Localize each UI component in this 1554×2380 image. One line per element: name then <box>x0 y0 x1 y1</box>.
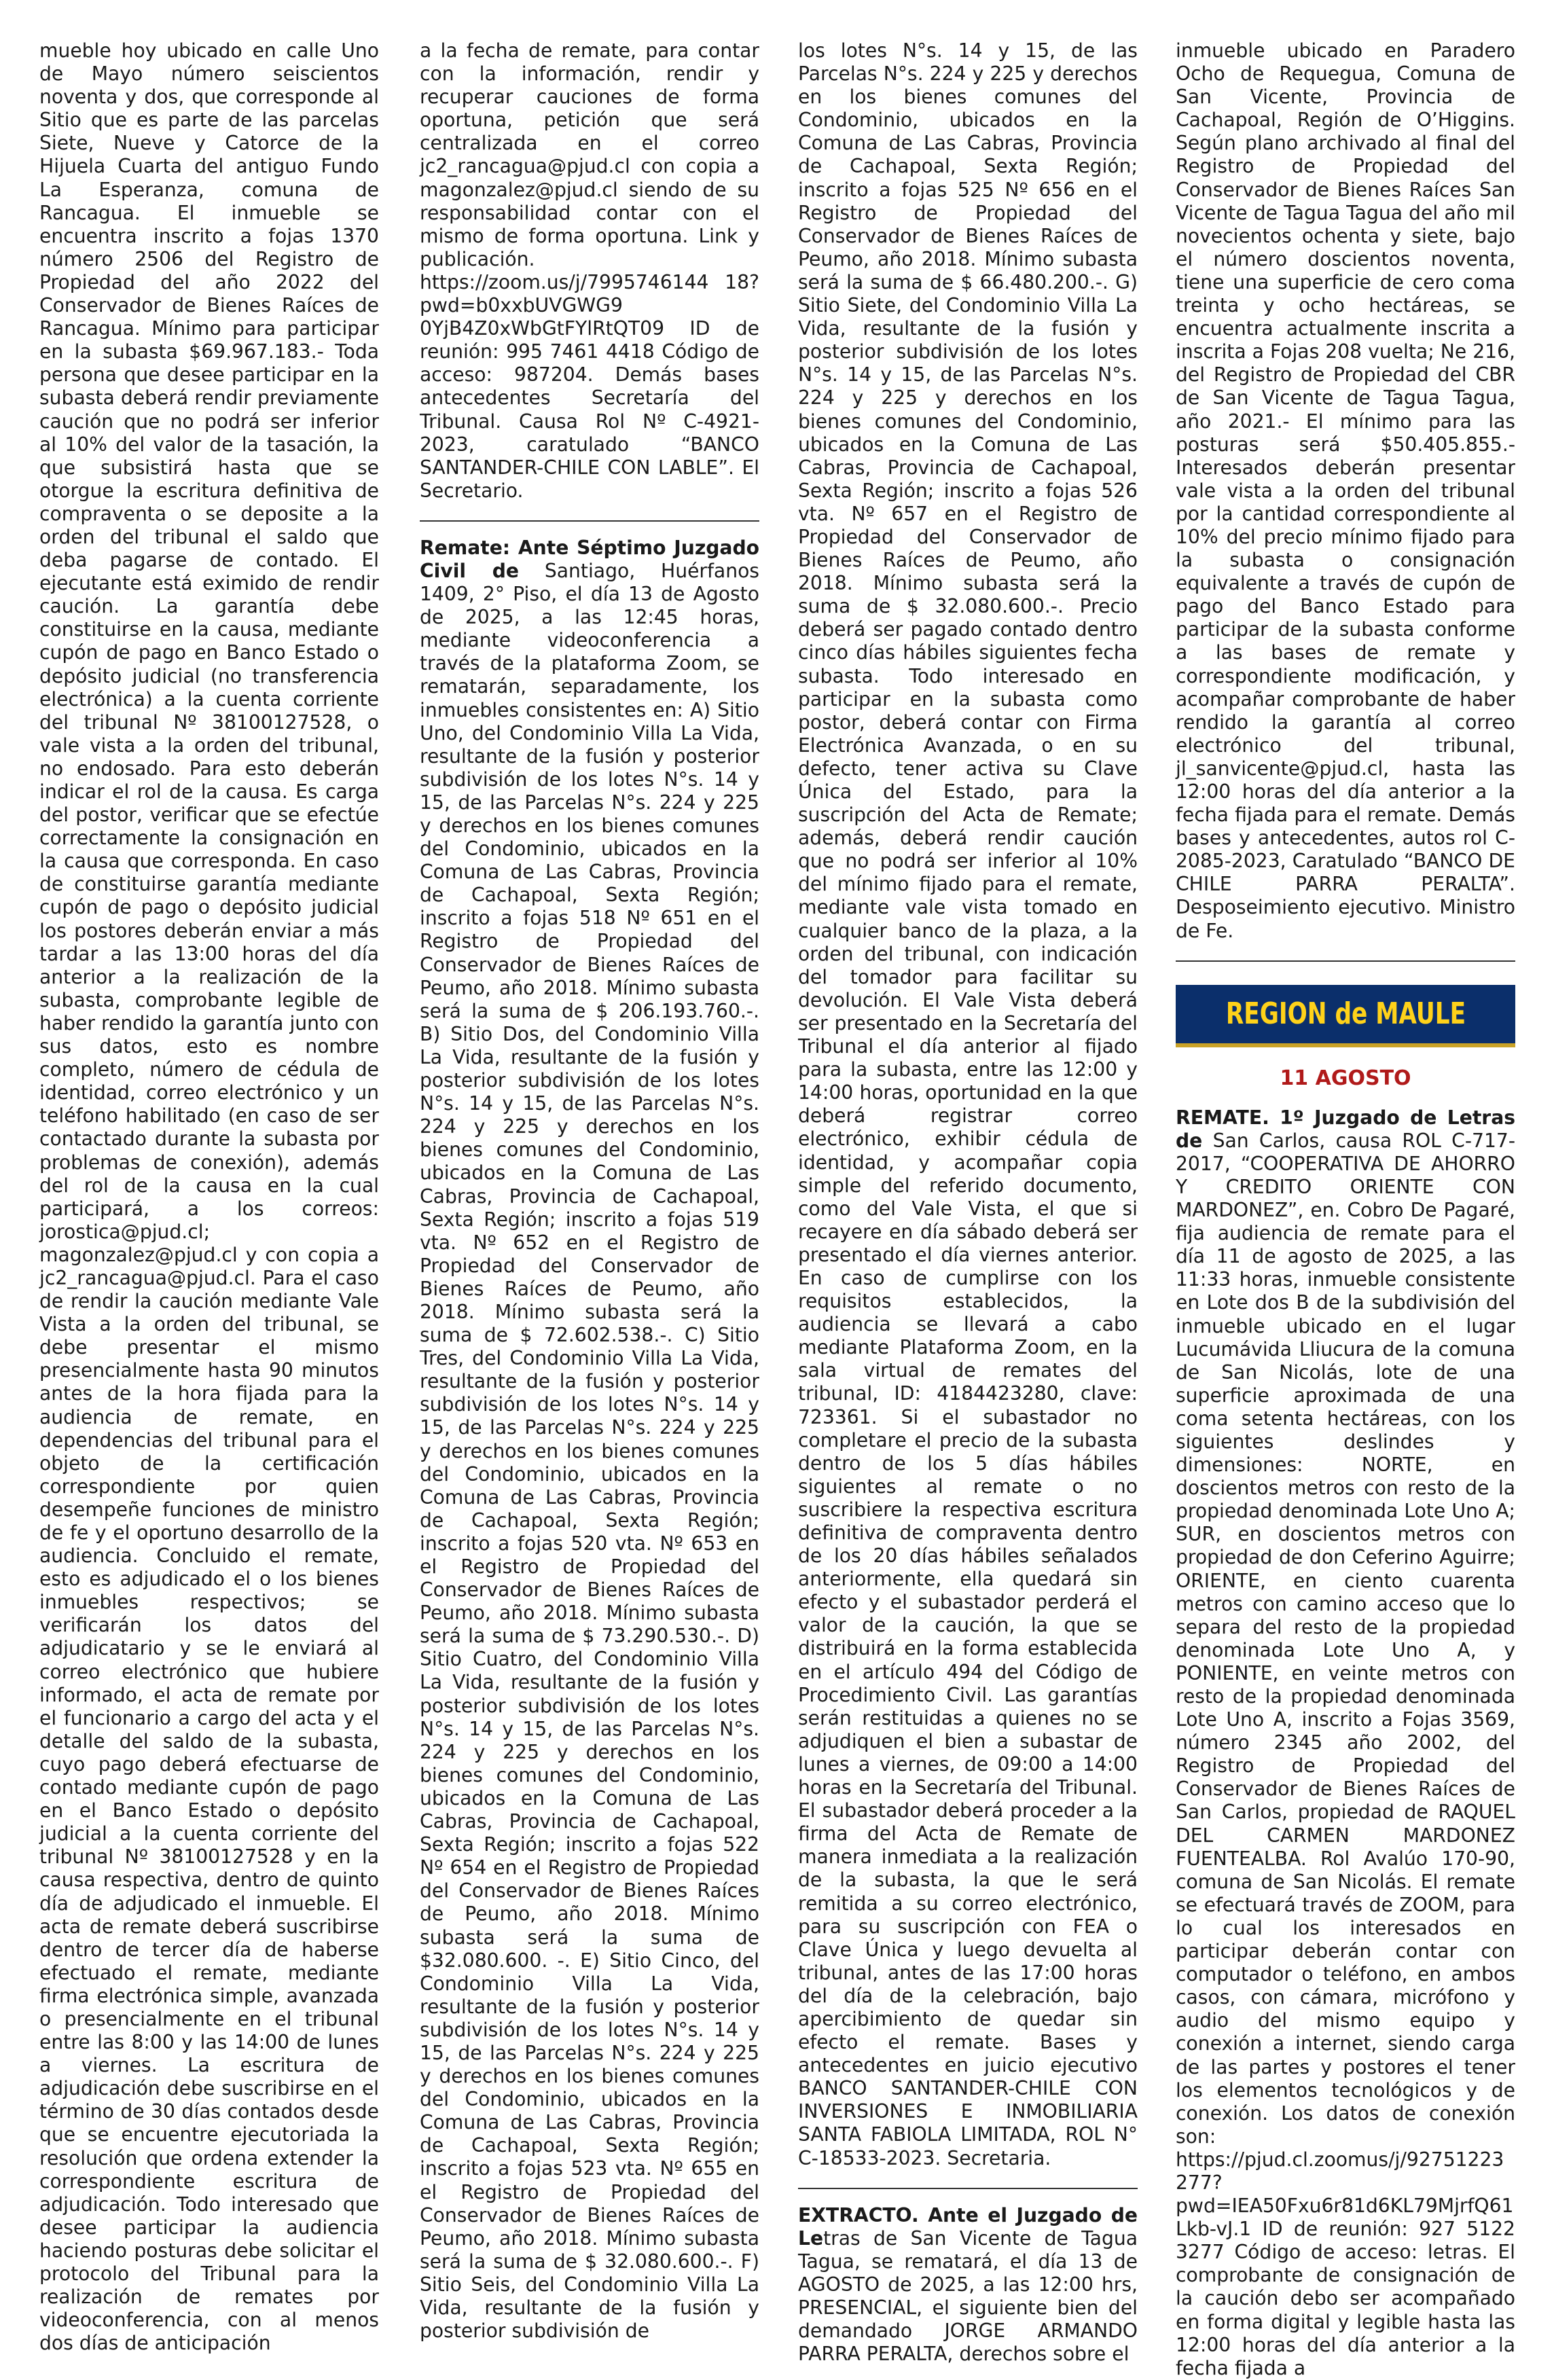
notice-text: mueble hoy ubicado en calle Uno de Mayo número seiscientos noventa y dos, que corresponde al Sitio que es parte de las parcelas Siete, Nueve y Catorce de la Hijuela Cuarta del antiguo Fundo La Esperanza, comuna de Rancagua. El inmueble se encuentra inscrito a fojas 1370 número 2506 del Registro de Propiedad del año 2022 del Conservador de Bienes Raíces de Rancagua. Mínimo para participar en la subasta $69.967.183.- Toda persona que desee participar en la subasta deberá rendir previamente caución que no podrá ser inferior al 10% del valor de la tasación, la que subsistirá hasta que se otorgue la escritura definitiva de compraventa o se deposite a la orden del tribunal el saldo que deba pagarse de contado. El ejecutante está eximido de rendir caución. La garantía debe constituirse en la causa, mediante cupón de pago en Banco Estado o depósito judicial (no transferencia electrónica) a la cuenta corriente del tribunal Nº 38100127528, o vale vista a la orden del tribunal, no endosado. Para esto deberán indicar el rol de la causa. Es carga del postor, verificar que se efectúe correctamente la consignación en la causa que corresponda. En caso de constituirse garantía mediante cupón de pago o depósito judicial los postores deberán enviar a más tardar a las 13:00 horas del día anterior a la realización de la subasta, comprobante legible de haber rendido la garantía junto con sus datos, esto es nombre completo, número de cédula de identidad, correo electrónico y un teléfono habilitado (en caso de ser contactado durante la subasta por problemas de conexión), además del rol de la causa en la cual participará, a los correos: jorostica@pjud.cl; magonzalez@pjud.cl y con copia a jc2_rancagua@pjud.cl. Para el caso de rendir la caución mediante Vale Vista a la orden del tribunal, se debe presentar el mismo presencialmente hasta 90 minutos antes de la hora fijada para la audiencia de remate, en dependencias del tribunal para el objeto de la certificación correspondiente por quien desempeñe funciones de ministro de fe y el oportuno desarrollo de la audiencia. Concluido el remate, esto es adjudicado el o los bienes inmuebles respectivos; se verificarán los datos del adjudicatario y se le enviará al correo electrónico que hubiere informado, el acta de remate por el funcionario a cargo del acta y el detalle del saldo de la subasta, cuyo pago deberá efectuarse de contado mediante cupón de pago en el Banco Estado o depósito judicial a la cuenta corriente del tribunal Nº 38100127528 y en la causa respectiva, dentro de quinto día de adjudicado el inmueble. El acta de remate deberá suscribirse dentro de tercer día de haberse efectuado el remate, mediante firma electrónica simple, avanzada o presencialmente en el tribunal entre las 8:00 y las 14:00 de lunes a viernes. La escritura de adjudicación debe suscribirse en el término de 30 días contados desde que se encuentre ejecutoriada la resolución que ordena extender la correspondiente escritura de adjudicación. Todo interesado que desee participar la audiencia haciendo posturas debe solicitar el protocolo del Tribunal para la realización de remates por videoconferencia, con al menos dos días de anticipación <box>39 39 379 2355</box>
newspaper-page <box>39 39 1515 2379</box>
column-3 <box>798 39 1138 2366</box>
column-4 <box>1176 39 1515 2379</box>
notice-lead: EXTRACTO. Ante el Juzgado de Le <box>798 2203 1138 2250</box>
notice-text: San Carlos, causa ROL C-717-2017, “COOPERATIVA DE AHORRO Y CREDITO ORIENTE CON MARDONEZ”, en. Cobro De Pagaré, fija audiencia de remate para el día 11 de agosto de 2025, a las 11:33 horas, inmueble consistente en Lote dos B de la subdivisión del inmueble ubicado en el lugar Lucumávida Lliucura de la comuna de San Nicolás, lote de una superficie aproximada de una coma setenta hectáreas, con los siguientes deslindes y dimensiones: NORTE, en doscientos metros con resto de la propiedad denominada Lote Uno A; SUR, en doscientos metros con propiedad de don Ceferino Aguirre; ORIENTE, en ciento cuarenta metros con camino acceso que lo separa del resto de la propiedad denominada Lote Uno A, y PONIENTE, en veinte metros con resto de la propiedad denominada Lote Uno A, inscrito a Fojas 3569, número 2345 año 2002, del Registro de Propiedad del Conservador de Bienes Raíces de San Carlos, propiedad de RAQUEL DEL CARMEN MARDONEZ FUENTEALBA. Rol Avalúo 170-90, comuna de San Nicolás. El remate se efectuará través de ZOOM, para lo cual los interesados en participar deberán contar con computador o teléfono, en ambos casos, con cámara, micrófono y audio del mismo equipo y conexión a internet, siendo carga de las partes y postores el tener los elementos tecnológicos y de conexión. Los datos de conexión son: https://pjud.cl.zoomus/j/92751223277?pwd=IEA50Fxu6r81d6KL79MjrfQ61Lkb-vJ.1 ID de reunión: 927 5122 3277 Código de acceso: letras. El comprobante de consignación de la caución debo ser acompañado en forma digital y legible hasta las 12:00 horas del día anterior a la fecha fijada a <box>1176 1129 1515 2379</box>
column-1 <box>39 39 379 2355</box>
notice-divider <box>1176 960 1515 962</box>
notice-lead: REMATE. 1º Juzgado de Letras de <box>1176 1106 1515 1152</box>
region-banner-title: REGION de MAULE <box>1225 996 1466 1032</box>
notice-lead: Remate: Ante Séptimo Juzgado Civil de <box>420 536 759 582</box>
date-heading: 11 AGOSTO <box>1280 1066 1411 1090</box>
notice-body <box>1176 1106 1515 2380</box>
notice-text: inmueble ubicado en Paradero Ocho de Requegua, Comuna de San Vicente, Provincia de Cachapoal, Región de O’Higgins. Según plano archivado al final del Registro de Propiedad del Conservador de Bienes Raíces San Vicente de Tagua Tagua del año mil novecientos ochenta y siete, bajo el número doscientos noventa, tiene una superficie de cero coma treinta y ocho hectáreas, se encuentra actualmente inscrita a inscrita a Fojas 208 vuelta; Ne 216, del Registro de Propiedad del CBR de San Vicente de Tagua Tagua, año 2021.- El mínimo para las posturas será $50.405.855.-Interesados deberán presentar vale vista a la orden del tribunal por la cantidad correspondiente al 10% del precio mínimo fijado para la subasta o consignación equivalente a través de cupón de pago del Banco Estado para participar de la subasta conforme a las bases de remate y correspondiente modificación, y acompañar comprobante de haber rendido la garantía al correo electrónico del tribunal, jl_sanvicente@pjud.cl, hasta las 12:00 horas del día anterior a la fecha fijada para el remate. Demás bases y antecedentes, autos rol C-2085-2023, Caratulado “BANCO DE CHILE PARRA PERALTA”. Desposeimiento ejecutivo. Ministro de Fe. <box>1176 39 1515 942</box>
notice-text: los lotes N°s. 14 y 15, de las Parcelas N°s. 224 y 225 y derechos en los bienes comunes del Condominio, ubicados en la Comuna de Las Cabras, Provincia de Cachapoal, Sexta Región; inscrito a fojas 525 Nº 656 en el Registro de Propiedad del Conservador de Bienes Raíces de Peumo, año 2018. Mínimo subasta será la suma de $ 66.480.200.-. G) Sitio Siete, del Condominio Villa La Vida, resultante de la fusión y posterior subdivisión de los lotes N°s. 14 y 15, de las Parcelas N°s. 224 y 225 y derechos en los bienes comunes del Condominio, ubicados en la Comuna de Las Cabras, Provincia de Cachapoal, Sexta Región; inscrito a fojas 526 vta. Nº 657 en el Registro de Propiedad del Conservador de Bienes Raíces de Peumo, año 2018. Mínimo subasta será la suma de $ 32.080.600.-. Precio deberá ser pagado contado dentro cinco días hábiles siguientes fecha subasta. Todo interesado en participar en la subasta como postor, deberá contar con Firma Electrónica Avanzada, o en su defecto, tener activa su Clave Única del Estado, para la suscripción del Acta de Remate; además, deberá rendir caución que no podrá ser inferior al 10% del mínimo fijado para el remate, mediante vale vista tomado en cualquier banco de la plaza, a la orden del tribunal, con indicación del tomador para facilitar su devolución. El Vale Vista deberá ser presentado en la Secretaría del Tribunal el día anterior al fijado para la subasta, entre las 12:00 y 14:00 horas, oportunidad en la que deberá registrar correo electrónico, exhibir cédula de identidad, y acompañar copia simple del referido documento, como del Vale Vista, el que si recayere en día sábado deberá ser presentado el día viernes anterior. En caso de cumplirse con los requisitos establecidos, la audiencia se llevará a cabo mediante Plataforma Zoom, en la sala virtual de remates del tribunal, ID: 4184423280, clave: 723361. Si el subastador no completare el precio de la subasta dentro de los 5 días hábiles siguientes al remate o no suscribiere la respectiva escritura definitiva de compraventa dentro de los 20 días hábiles señalados anteriormente, ella quedará sin efecto y el subastador perderá el valor de la caución, la que se distribuirá en la forma establecida en el artículo 494 del Código de Procedimiento Civil. Las garantías serán restituidas a quienes no se adjudiquen el bien a subastar de lunes a viernes, de 09:00 a 14:00 horas en la Secretaría del Tribunal. El subastador deberá proceder a la firma del Acta de Remate de manera inmediata a la realización de la subasta, la que le será remitida a su correo electrónico, para su suscripción con FEA o Clave Única y luego devuelta al tribunal, antes de las 17:00 horas del día de la celebración, bajo apercibimiento de quedar sin efecto el remate. Bases y antecedentes en juicio ejecutivo BANCO SANTANDER-CHILE CON INVERSIONES E INMOBILIARIA SANTA FABIOLA LIMITADA, ROL N° C-18533-2023. Secretaria. <box>798 39 1138 2169</box>
notice-body <box>798 2204 1138 2366</box>
column-2 <box>420 39 759 2343</box>
notice-body <box>420 537 759 2343</box>
notice-text: Santiago, Huérfanos 1409, 2° Piso, el día 13 de Agosto de 2025, a las 12:45 horas, mediante videoconferencia a través de la plataforma Zoom, se rematarán, separadamente, los inmuebles consistentes en: A) Sitio Uno, del Condominio Villa La Vida, resultante de la fusión y posterior subdivisión de los lotes N°s. 14 y 15, de las Parcelas N°s. 224 y 225 y derechos en los bienes comunes del Condominio, ubicados en la Comuna de Las Cabras, Provincia de Cachapoal, Sexta Región; inscrito a fojas 518 Nº 651 en el Registro de Propiedad del Conservador de Bienes Raíces de Peumo, año 2018. Mínimo subasta será la suma de $ 206.193.760.-. B) Sitio Dos, del Condominio Villa La Vida, resultante de la fusión y posterior subdivisión de los lotes N°s. 14 y 15, de las Parcelas N°s. 224 y 225 y derechos en los bienes comunes del Condominio, ubicados en la Comuna de Las Cabras, Provincia de Cachapoal, Sexta Región; inscrito a fojas 519 vta. Nº 652 en el Registro de Propiedad del Conservador de Bienes Raíces de Peumo, año 2018. Mínimo subasta será la suma de $ 72.602.538.-. C) Sitio Tres, del Condominio Villa La Vida, resultante de la fusión y posterior subdivisión de los lotes N°s. 14 y 15, de las Parcelas N°s. 224 y 225 y derechos en los bienes comunes del Condominio, ubicados en la Comuna de Las Cabras, Provincia de Cachapoal, Sexta Región; inscrito a fojas 520 vta. Nº 653 en el Registro de Propiedad del Conservador de Bienes Raíces de Peumo, año 2018. Mínimo subasta será la suma de $ 73.290.530.-. D) Sitio Cuatro, del Condominio Villa La Vida, resultante de la fusión y posterior subdivisión de los lotes N°s. 14 y 15, de las Parcelas N°s. 224 y 225 y derechos en los bienes comunes del Condominio, ubicados en la Comuna de Las Cabras, Provincia de Cachapoal, Sexta Región; inscrito a fojas 522 Nº 654 en el Registro de Propiedad del Conservador de Bienes Raíces de Peumo, año 2018. Mínimo subasta será la suma de $32.080.600. -. E) Sitio Cinco, del Condominio Villa La Vida, resultante de la fusión y posterior subdivisión de los lotes N°s. 14 y 15, de las Parcelas N°s. 224 y 225 y derechos en los bienes comunes del Condominio, ubicados en la Comuna de Las Cabras, Provincia de Cachapoal, Sexta Región; inscrito a fojas 523 vta. Nº 655 en el Registro de Propiedad del Conservador de Bienes Raíces de Peumo, año 2018. Mínimo subasta será la suma de $ 32.080.600.-. F) Sitio Seis, del Condominio Villa La Vida, resultante de la fusión y posterior subdivisión de <box>420 559 759 2343</box>
region-banner <box>1176 985 1515 1047</box>
notice-divider <box>420 520 759 522</box>
notice-divider <box>798 2188 1138 2189</box>
notice-text: a la fecha de remate, para contar con la información, rendir y recuperar cauciones de forma oportuna, petición que será centralizada en el correo jc2_rancagua@pjud.cl con copia a magonzalez@pjud.cl siendo de su responsabilidad contar con el mismo de forma oportuna. Link y publicación. https://zoom.us/j/7995746144 18?pwd=b0xxbUVGWG9 0YjB4Z0xWbGtFYlRtQT09 ID de reunión: 995 7461 4418 Código de acceso: 987204. Demás bases antecedentes Secretaría del Tribunal. Causa Rol Nº C-4921-2023, caratulado “BANCO SANTANDER-CHILE CON LABLE”. El Secretario. <box>420 39 759 502</box>
notice-text: tras de San Vicente de Tagua Tagua, se rematará, el día 13 de AGOSTO de 2025, a las 12:00 hrs, PRESENCIAL, el siguiente bien del demandado JORGE ARMANDO PARRA PERALTA, derechos sobre el <box>798 2226 1138 2366</box>
